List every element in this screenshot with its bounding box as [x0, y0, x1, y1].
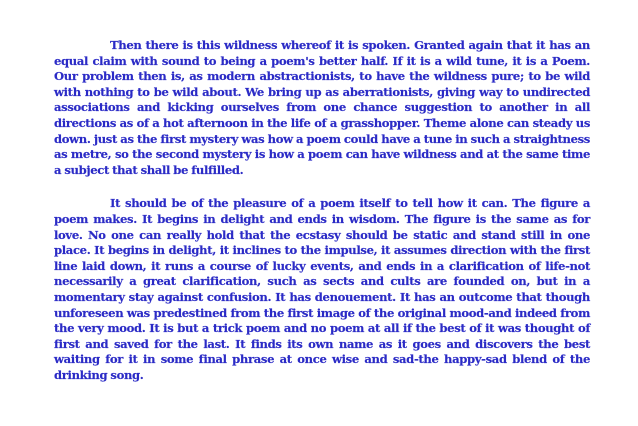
paragraph-figure-a-poem-makes: It should be of the pleasure of a poem itself to tell how it can. The figure a poem makes. It begins in delight and ends in wisdom. The figure is the same as for love. No one can really hold that the ecstasy should be static and stand still in one place. It begins in delight, it inclines to the impulse, it assumes direction with the first line laid down, it runs a course of lucky events, and ends in a clarification of life-not necessarily a great clarification, such as sects and cults are founded on, but in a momentary stay against confusion. It has denouement. It has an outcome that though unforeseen was predestined from the first image of the original mood-and indeed from the very mood. It is but a trick poem and no poem at all if the best of it was thought of first and saved for the last. It finds its own name as it goes and discovers the best waiting for it in some final phrase at once wise and sad-the happy-sad blend of the drinking song.: [54, 196, 590, 382]
document-page: [54, 38, 590, 383]
paragraph-spacer: [54, 178, 590, 196]
paragraph-wildness: Then there is this wildness whereof it is spoken. Granted again that it has an equal claim with sound to being a poem's better half. If it is a wild tune, it is a Poem. Our problem then is, as modern abstractionists, to have the wildness pure; to be wild with nothing to be wild about. We bring up as aberrationists, giving way to undirected associations and kicking ourselves from one chance suggestion to another in all directions as of a hot afternoon in the life of a grasshopper. Theme alone can steady us down. just as the first mystery was how a poem could have a tune in such a straightness as metre, so the second mystery is how a poem can have wildness and at the same time a subject that shall be fulfilled.: [54, 38, 590, 177]
